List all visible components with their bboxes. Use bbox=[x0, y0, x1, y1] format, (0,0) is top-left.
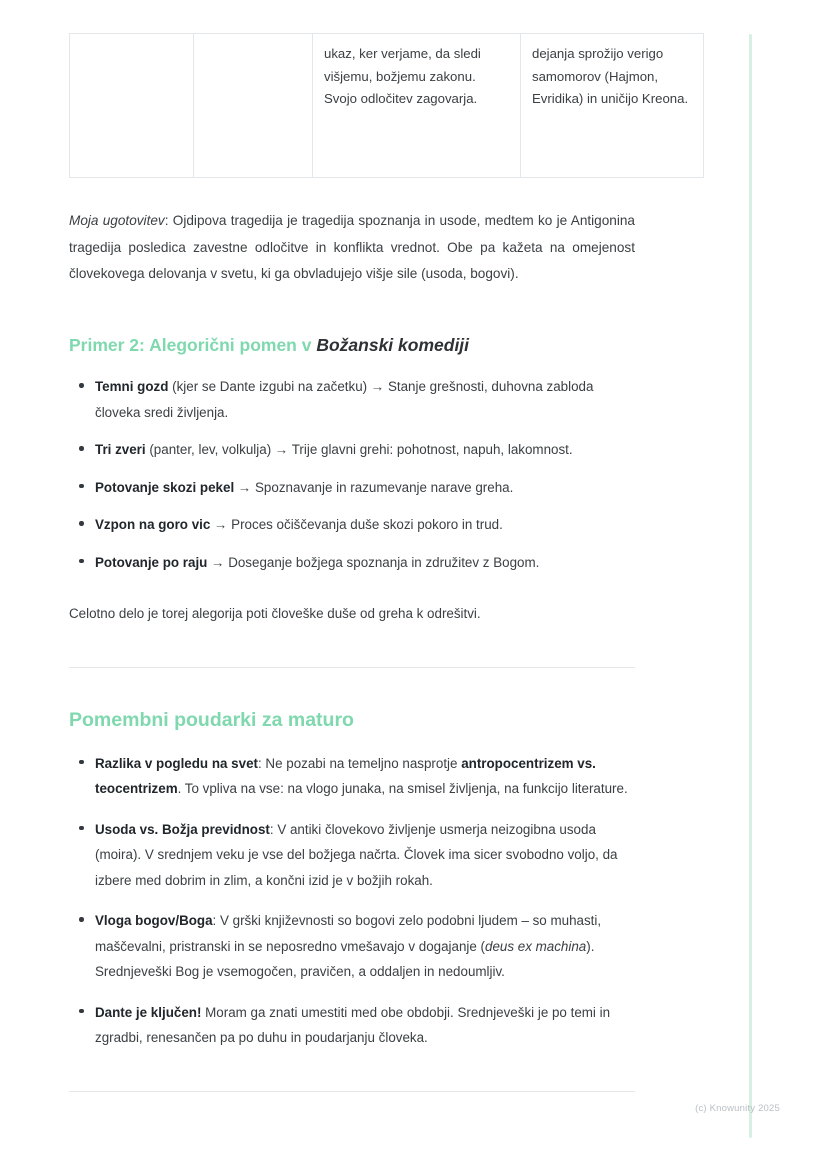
list-item-term: Potovanje skozi pekel bbox=[95, 479, 235, 495]
list-item bbox=[95, 550, 635, 575]
list-exam-highlights bbox=[69, 751, 635, 1051]
table-cell-empty-2 bbox=[194, 34, 313, 178]
list-divine-comedy-allegory bbox=[69, 374, 635, 575]
document-content bbox=[69, 0, 689, 1092]
list-item bbox=[95, 817, 635, 893]
table-cell-antigone-decision: ukaz, ker verjame, da sledi višjemu, božjemu zakonu. Svojo odločitev zagovarja. bbox=[313, 34, 521, 178]
list-item bbox=[95, 1000, 635, 1051]
table-cell-consequences: dejanja sprožijo verigo samomorov (Hajmon, Evridika) in uničijo Kreona. bbox=[521, 34, 704, 178]
list-item-text-b: ). Srednjeveški Bog je vsemogočen, pravičen, a oddaljen in nedoumljiv. bbox=[95, 938, 595, 980]
section-divider-2 bbox=[69, 1091, 635, 1092]
list-item bbox=[95, 437, 635, 462]
list-item-text: → Spoznavanje in razumevanje narave greha. bbox=[234, 479, 514, 495]
list-item-term: Vzpon na goro vic bbox=[95, 517, 211, 533]
list-item-text: (panter, lev, volkulja) → Trije glavni grehi: pohotnost, napuh, lakomnost. bbox=[145, 442, 573, 458]
list-item-text: (kjer se Dante izgubi na začetku) → Stanje grešnosti, duhovna zabloda človeka sredi življenja. bbox=[95, 379, 594, 420]
list-item-term-secondary: antropocentrizem vs. teocentrizem bbox=[95, 755, 596, 797]
footer-credit: (c) Knowunity 2025 bbox=[695, 1103, 780, 1114]
list-item-text: → Doseganje božjega spoznanja in združitev z Bogom. bbox=[207, 554, 540, 570]
heading-example-2-plain: Primer 2: Alegorični pomen v bbox=[69, 334, 317, 355]
list-item-text-b: . To vpliva na vse: na vlogo junaka, na smisel življenja, na funkcijo literature. bbox=[177, 781, 628, 797]
table-row bbox=[70, 34, 704, 178]
section-divider-1 bbox=[69, 667, 635, 668]
list-item-term: Temni gozd bbox=[95, 379, 169, 395]
heading-example-2-title: Božanski komediji bbox=[316, 334, 470, 355]
finding-text: : Ojdipova tragedija je tragedija spoznanja in usode, medtem ko je Antigonina tragedija posledica zavestne odločitve in konflikta vrednot. Obe pa kažeta na omejenost človekovega delovanja v svetu, ki ga obvladujejo višje sile (usoda, bogovi). bbox=[69, 213, 635, 281]
list-item-text-a: Moram ga znati umestiti med obe obdobji. Srednjeveški je po temi in zgradbi, renesančen pa po duhu in poudarjanju človeka. bbox=[95, 1004, 611, 1046]
list-item-text-a: : Ne pozabi na temeljno nasprotje bbox=[257, 755, 462, 771]
list-item bbox=[95, 908, 635, 984]
comparison-table-fragment bbox=[69, 33, 704, 178]
paragraph-my-finding bbox=[69, 208, 635, 288]
list-item-term: Tri zveri bbox=[95, 442, 146, 458]
finding-lead-label: Moja ugotovitev bbox=[69, 213, 165, 228]
vertical-scrollbar[interactable] bbox=[749, 34, 752, 1138]
list-item bbox=[95, 374, 635, 425]
table-cell-empty-1 bbox=[70, 34, 194, 178]
list-item-term: Razlika v pogledu na svet bbox=[95, 755, 258, 771]
list-item-text: → Proces očiščevanja duše skozi pokoro in trud. bbox=[210, 517, 503, 533]
list-item-italic: deus ex machina bbox=[485, 938, 587, 954]
list-item-text-a: : V antiki človekovo življenje usmerja neizogibna usoda (moira). V srednjem veku je vse del božjega načrta. Človek ima sicer svobodno voljo, da izbere med dobrim in zlim, a končni izid je v božjih rokah. bbox=[95, 821, 618, 888]
paragraph-allegory-closing: Celotno delo je torej alegorija poti človeške duše od greha k odrešitvi. bbox=[69, 606, 481, 622]
heading-important-highlights: Pomembni poudarki za maturo bbox=[69, 708, 354, 731]
list-item bbox=[95, 512, 635, 537]
list-item-term: Vloga bogov/Boga bbox=[95, 913, 213, 929]
page-right-margin bbox=[750, 0, 828, 1171]
list-item-term: Dante je ključen! bbox=[95, 1004, 202, 1020]
list-item bbox=[95, 475, 635, 500]
list-item bbox=[95, 751, 635, 802]
list-item-term: Potovanje po raju bbox=[95, 554, 208, 570]
list-item-text-a: : V grški književnosti so bogovi zelo podobni ljudem – so muhasti, maščevalni, pristranski in se neposredno vmešavajo v dogajanje ( bbox=[95, 913, 602, 954]
heading-example-2 bbox=[69, 334, 635, 357]
list-item-term: Usoda vs. Božja previdnost bbox=[95, 821, 270, 837]
